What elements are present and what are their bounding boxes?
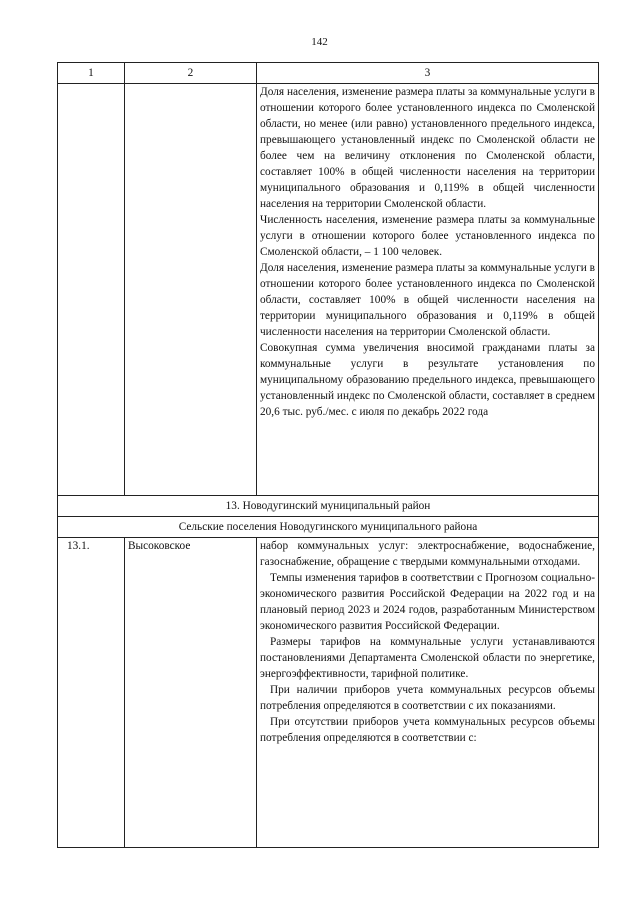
continued-row-text-cell	[257, 84, 599, 496]
continued-paragraph-3: Доля населения, изменение размера платы за коммунальные услуги в отношении которого более установленного индекса по Смоленской области, составляет 100% в общей численности населения на территории муниципального образования и 0,119% в общей численности населения на территории Смоленской области.	[260, 262, 595, 338]
row-paragraph-5: При отсутствии приборов учета коммунальных ресурсов объемы потребления определяются в соответствии с:	[260, 716, 595, 744]
settlement-name: Высоковское	[125, 538, 257, 848]
column-header-2: 2	[125, 63, 257, 84]
continued-row-number-cell	[58, 84, 125, 496]
page-number: 142	[311, 36, 328, 48]
table-header-row	[58, 63, 599, 84]
row-number: 13.1.	[58, 538, 125, 848]
row-paragraph-4: При наличии приборов учета коммунальных ресурсов объемы потребления определяются в соответствии с их показаниями.	[260, 684, 595, 712]
subsection-title: Сельские поселения Новодугинского муниципального района	[58, 517, 599, 538]
column-header-3: 3	[257, 63, 599, 84]
row-paragraph-3: Размеры тарифов на коммунальные услуги устанавливаются постановлениями Департамента Смоленской области по энергетике, энергоэффективности, тарифной политике.	[260, 636, 595, 680]
table-row	[58, 538, 599, 848]
row-paragraph-2: Темпы изменения тарифов в соответствии с Прогнозом социально-экономического развития Российской Федерации на 2022 год и на плановый период 2023 и 2024 годов, разработанным Министерством экономического развития Российской Федерации.	[260, 572, 595, 632]
tariff-table	[57, 62, 599, 848]
continued-paragraph-2: Численность населения, изменение размера платы за коммунальные услуги в отношении которого более установленного индекса по Смоленской области, – 1 100 человек.	[260, 214, 595, 258]
section-row	[58, 496, 599, 517]
subsection-row	[58, 517, 599, 538]
continued-row	[58, 84, 599, 496]
row-text-cell	[257, 538, 599, 848]
continued-paragraph-1: Доля населения, изменение размера платы за коммунальные услуги в отношении которого более установленного индекса по Смоленской области, но менее (или равно) установленного предельного индекса, превышающего установленный индекс по Смоленской области не более чем на величину отклонения по Смоленской области, составляет 100% в общей численности населения на территории муниципального образования и 0,119% в общей численности населения на территории Смоленской области.	[260, 86, 595, 210]
continued-row-name-cell	[125, 84, 257, 496]
continued-paragraph-4: Совокупная сумма увеличения вносимой гражданами платы за коммунальные услуги в результате установления по муниципальному образованию предельного индекса, превышающего установленный индекс по Смоленской области, составляет в среднем 20,6 тыс. руб./мес. с июля по декабрь 2022 года	[260, 342, 595, 418]
section-title: 13. Новодугинский муниципальный район	[58, 496, 599, 517]
column-header-1: 1	[58, 63, 125, 84]
row-paragraph-1: набор коммунальных услуг: электроснабжение, водоснабжение, газоснабжение, обращение с твердыми коммунальными отходами.	[260, 540, 595, 568]
